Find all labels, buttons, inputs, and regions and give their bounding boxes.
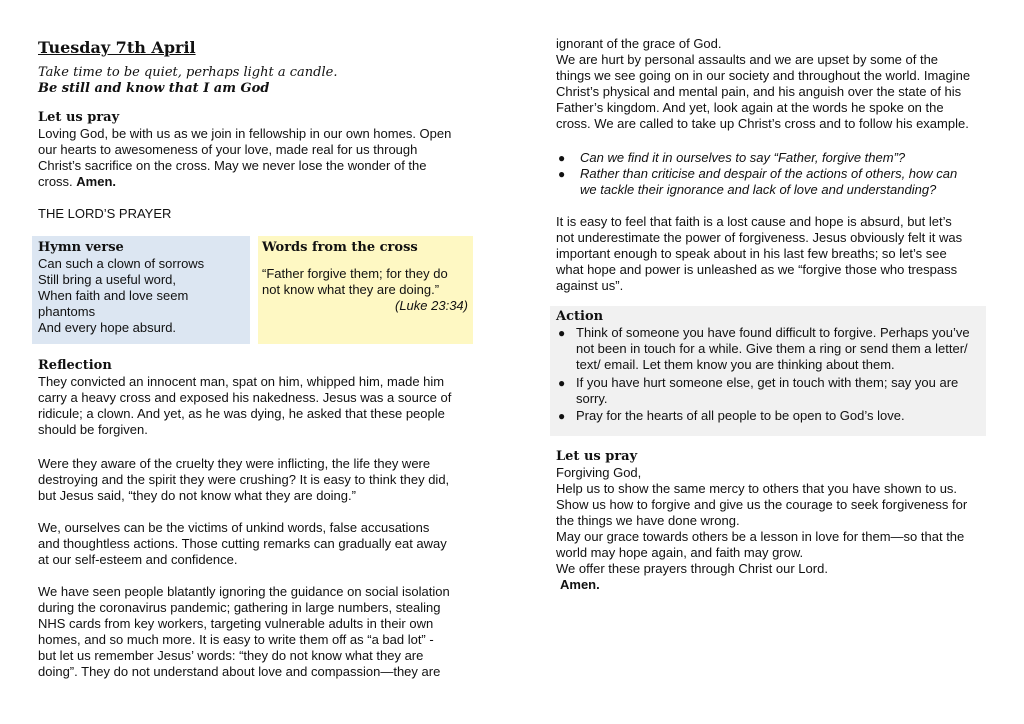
reflection-line: Were they aware of the cruelty they were inflicting, the life they were: [38, 456, 431, 471]
reflection-continued-line: cross. We are called to take up Christ’s cross and to follow his example.: [556, 116, 969, 131]
intro-verse: Be still and know that I am God: [38, 81, 270, 96]
opening-prayer-line: Christ’s sacrifice on the cross. May we never lose the wonder of the: [38, 158, 427, 173]
reflection-line: We, ourselves can be the victims of unkind words, false accusations: [38, 520, 430, 535]
hymn-verse-box: [32, 236, 250, 344]
closing-prayer-amen: Amen.: [560, 577, 600, 592]
opening-prayer-line: cross. Amen.: [38, 174, 117, 189]
closing-prayer-line: Help us to show the same mercy to others that you have shown to us.: [556, 481, 958, 496]
action-line: Think of someone you have found difficult to forgive. Perhaps you’ve: [576, 325, 970, 340]
forgiveness-line: what hope and power is unleashed as we “forgive those who trespass: [556, 262, 958, 277]
cross-quote-line: “Father forgive them; for they do: [262, 266, 448, 281]
action-line: text/ email. Let them know you are thinking about them.: [576, 357, 895, 372]
reflection-continued-line: Father’s kingdom. And yet, look again at the words he spoke on the: [556, 100, 944, 115]
reflection-line: doing”. They do not understand about love and compassion—they are: [38, 664, 441, 679]
hymn-line: And every hope absurd.: [38, 320, 177, 335]
cross-quote-reference: (Luke 23:34): [395, 298, 468, 313]
reflection-continued-line: We are hurt by personal assaults and we are upset by some of the: [556, 52, 939, 67]
lords-prayer-heading: THE LORD’S PRAYER: [38, 206, 172, 221]
reflection-line: carry a heavy cross and exposed his nakedness. Jesus was a source of: [38, 390, 452, 405]
opening-prayer-line: Loving God, be with us as we join in fellowship in our own homes. Open: [38, 126, 452, 141]
hymn-line: Can such a clown of sorrows: [38, 256, 205, 271]
page-title: Tuesday 7th April: [38, 38, 196, 57]
reflection-line: We have seen people blatantly ignoring the guidance on social isolation: [38, 584, 450, 599]
opening-prayer-line: our hearts to awesomeness of your love, made real for us through: [38, 142, 418, 157]
intro-line: Take time to be quiet, perhaps light a candle.: [38, 65, 338, 80]
reflection-line: NHS cards from key workers, targeting vulnerable adults in their own: [38, 616, 434, 631]
question-line: we tackle their ignorance and lack of love and understanding?: [580, 182, 937, 197]
bullet-icon: ●: [558, 376, 566, 390]
bullet-icon: ●: [558, 409, 566, 423]
reflection-line: homes, and so much more. It is easy to write them off as “a bad lot” -: [38, 632, 434, 647]
closing-prayer-line: the things we have done wrong.: [556, 513, 740, 528]
question-line: Rather than criticise and despair of the actions of others, how can: [580, 166, 958, 181]
opening-prayer-heading: Let us pray: [38, 110, 120, 125]
action-line: not been in touch for a while. Give them a ring or send them a letter/: [576, 341, 968, 356]
opening-prayer-amen: Amen.: [76, 174, 117, 189]
forgiveness-line: against us”.: [556, 278, 624, 293]
reflection-continued-line: Christ’s physical and mental pain, and his anguish over the state of his: [556, 84, 962, 99]
reflection-line: but Jesus said, “they do not know what they are doing.”: [38, 488, 356, 503]
reflection-line: during the coronavirus pandemic; gathering in large numbers, stealing: [38, 600, 441, 615]
forgiveness-line: important enough to speak about in his last few breaths; so let’s see: [556, 246, 947, 261]
reflection-continued-line: ignorant of the grace of God.: [556, 36, 722, 51]
bullet-icon: ●: [558, 151, 566, 165]
closing-prayer-line: We offer these prayers through Christ our Lord.: [556, 561, 828, 576]
forgiveness-line: not underestimate the power of forgiveness. Jesus obviously felt it was: [556, 230, 963, 245]
closing-prayer-line: May our grace towards others be a lesson in love for them—so that the: [556, 529, 965, 544]
bullet-icon: ●: [558, 326, 566, 340]
action-heading: Action: [556, 309, 604, 324]
question-line: Can we find it in ourselves to say “Father, forgive them”?: [580, 150, 906, 165]
action-line: If you have hurt someone else, get in touch with them; say you are: [576, 375, 959, 390]
reflection-line: destroying and the spirit they were crushing? It is easy to think they did,: [38, 472, 450, 487]
words-from-cross-heading: Words from the cross: [262, 240, 418, 255]
forgiveness-line: It is easy to feel that faith is a lost cause and hope is absurd, but let’s: [556, 214, 952, 229]
reflection-line: at our self-esteem and confidence.: [38, 552, 238, 567]
words-from-cross-box: [258, 236, 473, 344]
reflection-continued-line: things we see going on in our society and throughout the world. Imagine: [556, 68, 971, 83]
hymn-line: Still bring a useful word,: [38, 272, 177, 287]
closing-prayer-line: Forgiving God,: [556, 465, 642, 480]
hymn-verse-heading: Hymn verse: [38, 240, 124, 255]
reflection-line: should be forgiven.: [38, 422, 148, 437]
reflection-heading: Reflection: [38, 358, 112, 373]
closing-prayer-heading: Let us pray: [556, 449, 638, 464]
closing-prayer-line: world may hope again, and faith may grow.: [556, 545, 804, 560]
bullet-icon: ●: [558, 167, 566, 181]
action-box: [550, 306, 986, 436]
action-line: sorry.: [576, 391, 608, 406]
cross-quote-line: not know what they are doing.”: [262, 282, 440, 297]
closing-prayer-line: Show us how to forgive and give us the courage to seek forgiveness for: [556, 497, 968, 512]
reflection-line: and thoughtless actions. Those cutting remarks can gradually eat away: [38, 536, 447, 551]
action-line: Pray for the hearts of all people to be open to God’s love.: [576, 408, 905, 423]
hymn-line: When faith and love seem: [38, 288, 189, 303]
reflection-line: ridicule; a clown. And yet, as he was dying, he asked that these people: [38, 406, 445, 421]
reflection-line: They convicted an innocent man, spat on him, whipped him, made him: [38, 374, 445, 389]
hymn-line: phantoms: [38, 304, 96, 319]
reflection-line: but let us remember Jesus’ words: “they do not know what they are: [38, 648, 424, 663]
